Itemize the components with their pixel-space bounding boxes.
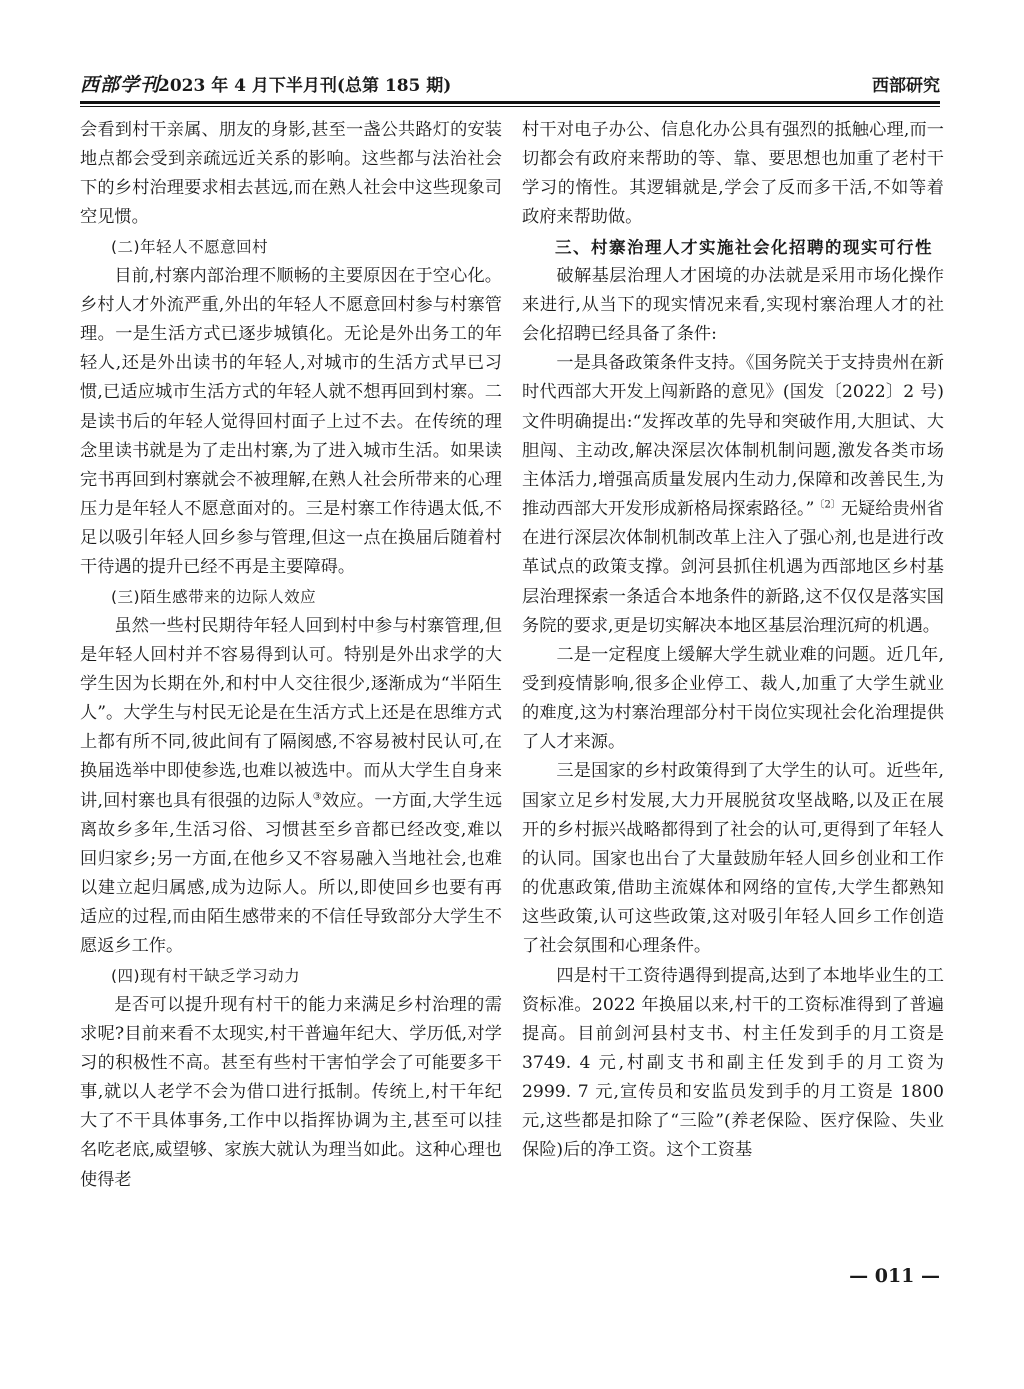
issue-info: 2023 年 4 月下半月刊(总第 185 期) — [158, 76, 452, 96]
footnote-marker: ③ — [312, 790, 322, 802]
paragraph: 目前,村寨内部治理不顺畅的主要原因在于空心化。乡村人才外流严重,外出的年轻人不愿意回村参与村寨管理。一是生活方式已逐步城镇化。无论是外出务工的年轻人,还是外出读书的年轻人,对城市的生活方式早已习惯,已适应城市生活方式的年轻人就不想再回到村寨。二是读书后的年轻人觉得回村面子上过不去。在传统的理念里读书就是为了走出村寨,为了进入城市生活。如果读完书再回到村寨就会不被理解,在熟人社会所带来的心理压力是年轻人不愿意面对的。三是村寨工作待遇太低,不足以吸引年轻人回乡参与管理,但这一点在换届后随着村干待遇的提升已经不再是主要障碍。 — [80, 265, 502, 578]
paragraph — [522, 349, 944, 641]
paragraph — [80, 612, 502, 962]
header-rule-thick — [80, 101, 940, 104]
text-run: 一是具备政策条件支持。《国务院关于支持贵州在新时代西部大开发上闯新路的意见》(国发〔2022〕2 号)文件明确提出:“发挥改革的先导和突破作用,大胆试、大胆闯、主动改,解决深层次体制机制问题,激发各类市场主体活力,增强高质量发展内生动力,保障和改善民生,为推动西部大开发形成新格局探索路径。” — [522, 353, 944, 520]
header-rule-thin — [80, 106, 940, 107]
journal-logo: 西部学刊 — [80, 74, 161, 96]
paragraph: 是否可以提升现有村干的能力来满足乡村治理的需求呢?目前来看不太现实,村干普遍年纪大、学历低,对学习的积极性不高。甚至有些村干害怕学会了可能要多干事,就以人老学不会为借口进行抵制。传统上,村干年纪大了不干具体事务,工作中以指挥协调为主,甚至可以挂名吃老底,威望够、家族大就认为理当如此。这种心理也使得老 — [80, 994, 502, 1190]
text-run: 虽然一些村民期待年轻人回到村中参与村寨管理,但是年轻人回村并不容易得到认可。特别是外出求学的大学生因为长期在外,和村中人交往很少,逐渐成为“半陌生人”。大学生与村民无论是在生活方式上还是在思维方式上都有所不同,彼此间有了隔阂感,不容易被村民认可,在换届选举中即使参选,也难以被选中。而从大学生自身来讲,回村寨也具有很强的边际人 — [80, 615, 502, 811]
paragraph: 破解基层治理人才困境的办法就是采用市场化操作来进行,从当下的现实情况来看,实现村寨治理人才的社会化招聘已经具备了条件: — [522, 265, 944, 345]
paragraph: 村干对电子办公、信息化办公具有强烈的抵触心理,而一切都会有政府来帮助的等、靠、要思想也加重了老村干学习的惰性。其逻辑就是,学会了反而多干活,不如等着政府来帮助做。 — [522, 120, 944, 228]
subheading: (三)陌生感带来的边际人效应 — [111, 587, 317, 606]
paragraph: 会看到村干亲属、朋友的身影,甚至一盏公共路灯的安装地点都会受到亲疏远近关系的影响。这些都与法治社会下的乡村治理要求相去甚远,而在熟人社会中这些现象司空见惯。 — [80, 120, 502, 228]
running-header — [80, 70, 940, 98]
left-column — [80, 116, 502, 1256]
text-run: 效应。一方面,大学生远离故乡多年,生活习俗、习惯甚至乡音都已经改变,难以回归家乡;另一方面,在他乡又不容易融入当地社会,也难以建立起归属感,成为边际人。所以,即使回乡也要有再适应的过程,而由陌生感带来的不信任导致部分大学生不愿返乡工作。 — [80, 790, 502, 957]
subheading: (四)现有村干缺乏学习动力 — [111, 966, 301, 985]
text-run: 无疑给贵州省在进行深层次体制机制改革上注入了强心剂,也是进行改革试点的政策支撑。剑河县抓住机遇为西部地区乡村基层治理探索一条适合本地条件的新路,这不仅仅是落实国务院的要求,更是切实解决本地区基层治理沉疴的机遇。 — [522, 499, 944, 636]
section-heading: 三、村寨治理人才实施社会化招聘的现实可行性 — [555, 237, 933, 257]
subheading: (二)年轻人不愿意回村 — [111, 237, 269, 256]
section-name: 西部研究 — [872, 76, 940, 96]
right-column — [522, 116, 944, 1256]
paragraph: 四是村干工资待遇得到提高,达到了本地毕业生的工资标准。2022 年换届以来,村干的工资标准得到了普遍提高。目前剑河县村支书、村主任发到手的月工资是 3749. 4 元,村副支书和副主任发到手的月工资为 2999. 7 元,宣传员和安监员发到手的月工资是 1800 元,这些都是扣除了“三险”(养老保险、医疗保险、失业保险)后的净工资。这个工资基 — [522, 965, 944, 1161]
reference-marker: 〔2〕 — [814, 499, 841, 511]
paragraph: 三是国家的乡村政策得到了大学生的认可。近些年,国家立足乡村发展,大力开展脱贫攻坚战略,以及正在展开的乡村振兴战略都得到了社会的认可,更得到了年轻人的认同。国家也出台了大量鼓励年轻人回乡创业和工作的优惠政策,借助主流媒体和网络的宣传,大学生都熟知这些政策,认可这些政策,这对吸引年轻人回乡工作创造了社会氛围和心理条件。 — [522, 761, 944, 957]
paragraph: 二是一定程度上缓解大学生就业难的问题。近几年,受到疫情影响,很多企业停工、裁人,加重了大学生就业的难度,这为村寨治理部分村干岗位实现社会化治理提供了人才来源。 — [522, 644, 944, 753]
page-number: — 011 — — [849, 1265, 940, 1287]
